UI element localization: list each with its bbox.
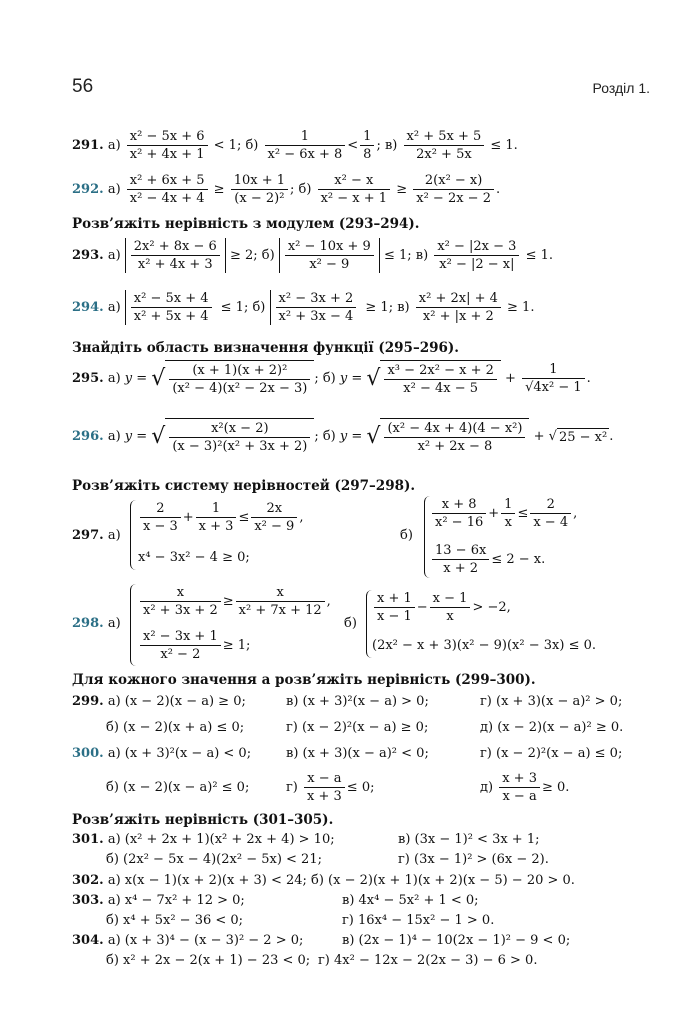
heading-293-294: Розв’яжіть нерівність з модулем (293–294).	[72, 216, 420, 232]
fraction: $\frac{10x + 1}{\text{(x − 2)²}}$	[231, 172, 288, 207]
system-line: $\frac{13 - 6x}{x + 2}$ ≤ 2 − x.	[430, 542, 545, 577]
operator: +	[505, 371, 516, 386]
fraction: $\frac{\text{x² + 6x + 5}}{\text{x² − 4x + 4}}$	[127, 172, 208, 207]
part: а) x⁴ − 7x² + 12 > 0;	[107, 893, 245, 908]
heading-295-296: Знайдіть область визначення функції (295–296).	[72, 340, 459, 356]
punct: .	[586, 371, 591, 386]
absolute-value: $\frac{\text{x² − 5x + 4}}{\text{x² + 5x + 4}}$	[125, 290, 217, 325]
part: г) 16x⁴ − 15x² − 1 > 0.	[342, 913, 495, 928]
system-line: $\frac{x + 8}{\text{x² − 16}}$ + $\frac{1}{x}$ ≤ $\frac{2}{x - 4}$ ,	[430, 496, 577, 531]
relation: <	[347, 138, 359, 153]
system-line: $\frac{2}{x - 3}$ + $\frac{1}{x + 3}$ ≤ $\frac{2x}{\text{x² − 9}}$ ,	[138, 500, 303, 535]
part-label: в)	[397, 300, 410, 315]
system-brace	[130, 584, 137, 666]
radicand: $\frac{\text{x²(x − 2)}}{\text{(x − 3)²(x² + 3x + 2)}}$	[165, 418, 314, 455]
function-symbol: y =	[339, 429, 363, 444]
absolute-value: $\frac{\text{x² − 3x + 2}}{\text{x² + 3x − 4}}$	[270, 290, 362, 325]
relation: ≥	[396, 182, 408, 197]
problem-304	[72, 933, 303, 948]
problem-number: 302.	[72, 873, 104, 888]
root-sign: √	[151, 424, 166, 449]
problem-291	[72, 128, 518, 163]
fraction: $\frac{1}{8}$	[360, 128, 374, 163]
part-label: в)	[384, 138, 398, 153]
part-label: б)	[322, 429, 336, 444]
system-line: x⁴ − 3x² − 4 ≥ 0;	[138, 550, 250, 565]
function-symbol: y =	[124, 371, 148, 386]
part: д) $\frac{x + 3}{x - a}$ ≥ 0.	[480, 771, 570, 804]
part-label: а)	[107, 182, 121, 197]
part: в) (x + 3)(x − a)² < 0;	[286, 746, 429, 761]
problem-number: 299.	[72, 694, 104, 709]
function-symbol: y =	[339, 371, 363, 386]
part-label: а)	[107, 248, 121, 263]
root-sign: √	[151, 366, 166, 391]
part: б) x⁴ + 5x² − 36 < 0;	[106, 913, 244, 928]
relation: ≥ 2;	[229, 248, 258, 263]
part: б) (2x² − 5x − 4)(2x² − 5x) < 21;	[106, 852, 322, 867]
relation: < 1;	[213, 138, 242, 153]
problem-303	[72, 893, 245, 908]
root-sign: √	[366, 424, 381, 449]
problem-298	[72, 616, 121, 631]
problem-295	[72, 360, 591, 397]
fraction: $\frac{\text{2(x² − x)}}{\text{x² − 2x − 2}}$	[413, 172, 494, 207]
problem-293	[72, 238, 553, 273]
punct: .	[495, 182, 501, 197]
heading-297-298: Розв’яжіть систему нерівностей (297–298).	[72, 478, 416, 494]
part-label: б)	[252, 300, 266, 315]
part-label: а)	[107, 616, 121, 631]
root-sign: √	[366, 366, 381, 391]
fraction: $\frac{\text{x² − |2x − 3}}{\text{x² − |2 − x|}}$	[434, 238, 519, 273]
problem-number: 294.	[72, 300, 104, 315]
problem-294	[72, 290, 534, 325]
part: б) (x − 2)(x + a) ≤ 0;	[106, 720, 245, 735]
fraction: $\frac{\text{x² − x}}{\text{x² − x + 1}}$	[318, 172, 390, 207]
punct: ;	[314, 429, 319, 444]
part-label: б)	[261, 248, 275, 263]
part: б) (x − 2)(x − a)² ≤ 0;	[106, 780, 250, 795]
part: в) 4x⁴ − 5x² + 1 < 0;	[342, 893, 479, 908]
heading-299-300: Для кожного значення a розв’яжіть нерівність (299–300).	[72, 672, 536, 688]
page-number: 56	[72, 76, 94, 97]
part: а) (x + 3)⁴ − (x − 3)² − 2 > 0;	[107, 933, 304, 948]
radicand: 25 − x²	[558, 430, 608, 445]
problem-number: 292.	[72, 182, 104, 197]
relation: ≤ 1;	[383, 248, 412, 263]
system-line: (2x² − x + 3)(x² − 9)(x² − 3x) ≤ 0.	[372, 638, 596, 653]
problem-number: 298.	[72, 616, 104, 631]
part: г) 4x² − 12x − 2(2x − 3) − 6 > 0.	[318, 953, 538, 968]
part-label: а)	[107, 528, 121, 543]
part: а) x(x − 1)(x + 2)(x + 3) < 24; б) (x − 2)(x + 1)(x + 2)(x − 5) − 20 > 0.	[107, 873, 575, 888]
part: г) (x − 2)²(x − a) ≥ 0;	[286, 720, 429, 735]
part: в) (3x − 1)² < 3x + 1;	[398, 832, 540, 847]
system-line: $\frac{x + 1}{x - 1}$ − $\frac{x - 1}{x}$ > −2,	[372, 590, 511, 625]
radicand: $\frac{\text{(x² − 4x + 4)(4 − x²)}}{\text{x² + 2x − 8}}$	[380, 418, 529, 455]
fraction: $\frac{1}{\text{√4x² − 1}}$	[522, 361, 585, 396]
relation: ≤ 1.	[490, 138, 518, 153]
punct: .	[609, 429, 614, 444]
part-label: в)	[415, 248, 429, 263]
absolute-value: $\frac{\text{2x² + 8x − 6}}{\text{x² + 4x + 3}}$	[125, 238, 226, 273]
problem-302	[72, 873, 575, 888]
problem-number: 301.	[72, 832, 104, 847]
radicand: $\frac{\text{x³ − 2x² − x + 2}}{\text{x² − 4x − 5}}$	[380, 360, 500, 397]
part: д) (x − 2)(x − a)² ≥ 0.	[480, 720, 624, 735]
part: а) (x − 2)(x − a) ≥ 0;	[107, 694, 246, 709]
relation: ≤ 1.	[525, 248, 554, 263]
part-label: а)	[107, 371, 121, 386]
problem-number: 291.	[72, 138, 104, 153]
part-label: б)	[245, 138, 259, 153]
punct: ;	[314, 371, 319, 386]
root-sign: √	[548, 429, 557, 444]
part: г) (x − 2)²(x − a) ≤ 0;	[480, 746, 623, 761]
fraction: $\frac{\text{x² + 5x + 5}}{\text{2x² + 5x}}$	[404, 128, 485, 163]
part-label: б)	[322, 371, 336, 386]
fraction: $\frac{1}{\text{x² − 6x + 8}}$	[265, 128, 346, 163]
part-label: б)	[298, 182, 312, 197]
problem-292	[72, 172, 500, 207]
absolute-value: $\frac{\text{x² − 10x + 9}}{\text{x² − 9}}$	[279, 238, 380, 273]
part-label: а)	[107, 138, 121, 153]
relation: ≥ 1;	[365, 300, 394, 315]
punct: ;	[290, 182, 295, 197]
problem-296	[72, 418, 613, 455]
part: в) (x + 3)²(x − a) > 0;	[286, 694, 429, 709]
relation: ≥	[213, 182, 225, 197]
system-line: $\frac{x}{\text{x² + 3x + 2}}$ ≥ $\frac{x}{\text{x² + 7x + 12}}$ ,	[138, 584, 331, 619]
section-title: Розділ 1.	[592, 80, 650, 96]
part: а) (x² + 2x + 1)(x² + 2x + 4) > 10;	[107, 832, 335, 847]
system-brace	[130, 500, 137, 570]
fraction: $\frac{\text{x² − 5x + 6}}{\text{x² + 4x + 1}}$	[127, 128, 208, 163]
problem-number: 293.	[72, 248, 104, 263]
problem-297	[72, 528, 121, 543]
problem-number: 296.	[72, 429, 104, 444]
problem-number: 304.	[72, 933, 104, 948]
system-line: $\frac{\text{x² − 3x + 1}}{\text{x² − 2}}$ ≥ 1;	[138, 628, 250, 663]
part: б) x² + 2x − 2(x + 1) − 23 < 0;	[106, 953, 311, 968]
part-label: б)	[344, 616, 357, 631]
part: г) (3x − 1)² > (6x − 2).	[398, 852, 549, 867]
part: г) $\frac{x - a}{x + 3}$ ≤ 0;	[286, 771, 375, 804]
radicand: $\frac{\text{(x + 1)(x + 2)²}}{\text{(x² − 4)(x² − 2x − 3)}}$	[165, 360, 314, 397]
problem-number: 303.	[72, 893, 104, 908]
function-symbol: y =	[124, 429, 148, 444]
problem-number: 300.	[72, 746, 104, 761]
fraction: $\frac{\text{x² + 2x| + 4}}{\text{x² + |x + 2}}$	[416, 290, 501, 325]
relation: ≥ 1.	[507, 300, 535, 315]
punct: ;	[376, 138, 381, 153]
part-label: б)	[400, 528, 413, 543]
heading-301-305: Розв’яжіть нерівність (301–305).	[72, 812, 334, 828]
problem-number: 295.	[72, 371, 104, 386]
operator: +	[533, 429, 545, 444]
part: г) (x + 3)(x − a)² > 0;	[480, 694, 623, 709]
part-label: а)	[107, 300, 121, 315]
part-label: а)	[107, 429, 121, 444]
problem-299	[72, 694, 246, 709]
problem-301	[72, 832, 335, 847]
part: в) (2x − 1)⁴ − 10(2x − 1)² − 9 < 0;	[342, 933, 571, 948]
relation: ≤ 1;	[220, 300, 249, 315]
problem-number: 297.	[72, 528, 104, 543]
problem-300	[72, 746, 251, 761]
part: а) (x + 3)²(x − a) < 0;	[107, 746, 252, 761]
